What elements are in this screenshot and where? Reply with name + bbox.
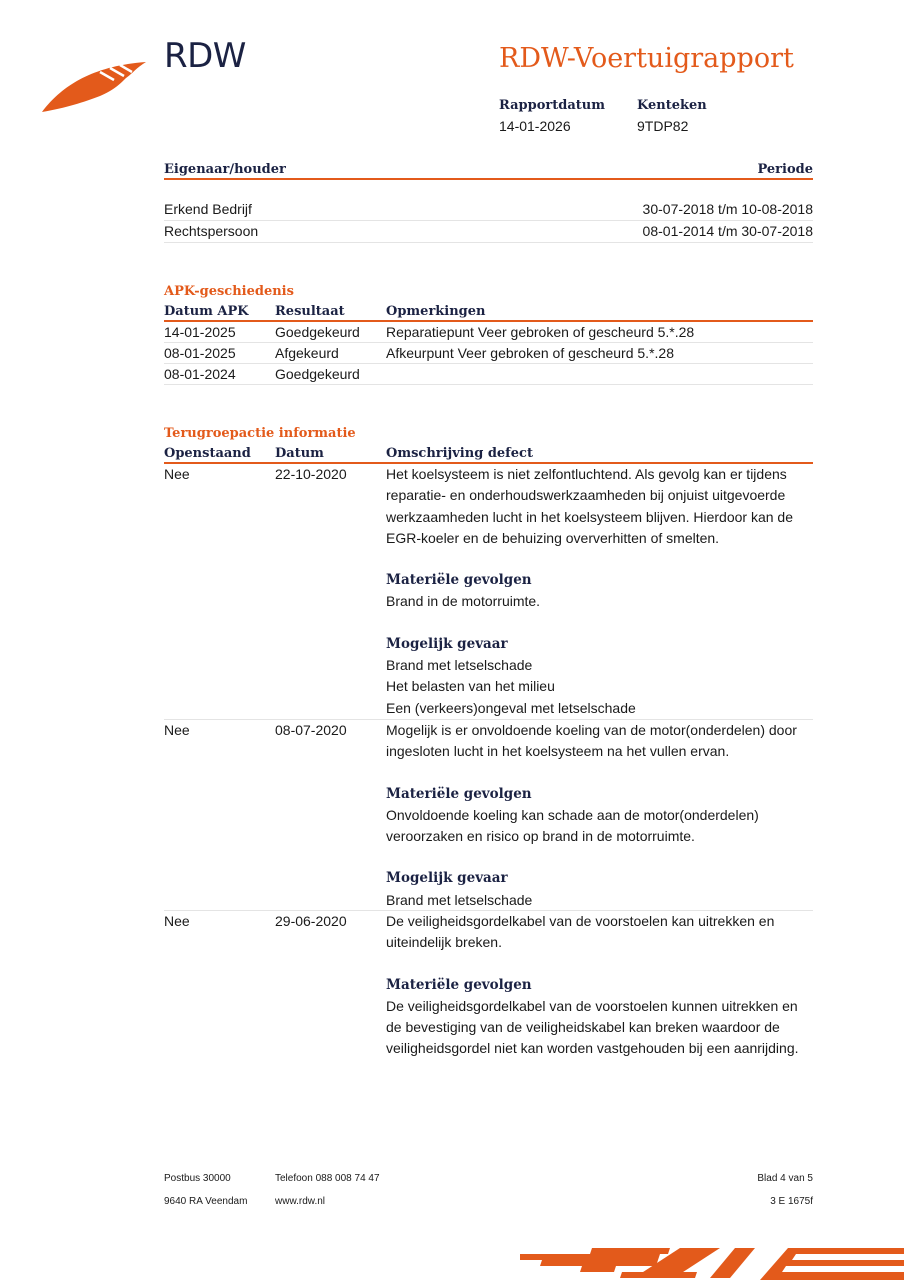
desc-line: uiteindelijk breken. — [386, 934, 502, 951]
desc-line: Brand in de motorruimte. — [386, 593, 541, 610]
plate-number: 9TDP82 — [637, 118, 689, 134]
desc-line: werkzaamheden lucht in het koelsysteem blijven. Hierdoor kan de — [386, 508, 793, 525]
owner-name: Erkend Bedrijf — [164, 201, 252, 217]
desc-line: Het koelsysteem is niet zelfontluchtend. Als gevolg kan er tijdens — [386, 466, 787, 482]
recall-row — [164, 911, 813, 1061]
recall-open: Nee — [164, 466, 190, 482]
owner-period: 30-07-2018 t/m 10-08-2018 — [642, 201, 813, 217]
recall-title: Terugroepactie informatie — [164, 426, 356, 441]
owner-name: Rechtspersoon — [164, 223, 259, 239]
footer-postbus: Postbus 30000 — [164, 1173, 231, 1184]
desc-line: Een (verkeers)ongeval met letselschade — [386, 699, 636, 716]
possible-danger-heading: Mogelijk gevaar — [386, 635, 508, 652]
footer-website[interactable]: www.rdw.nl — [275, 1196, 326, 1207]
col-period: Periode — [757, 162, 813, 177]
col-recall-desc: Omschrijving defect — [386, 446, 533, 461]
report-date-label: Rapportdatum — [499, 98, 605, 113]
desc-line: ingesloten lucht in het koelsysteem na het vullen ervan. — [386, 743, 730, 760]
rdw-feather-logo — [40, 58, 150, 116]
apk-result: Goedgekeurd — [275, 366, 360, 382]
desc-line: veiligheidsgordel niet kan worden vastgehouden bij een aanrijding. — [386, 1040, 799, 1057]
apk-section — [164, 282, 813, 385]
desc-line: Mogelijk is er onvoldoende koeling van de motor(onderdelen) door — [386, 722, 797, 738]
desc-line: De veiligheidsgordelkabel van de voorstoelen kunnen uitrekken en — [386, 997, 798, 1014]
material-consequences-heading: Materiële gevolgen — [386, 572, 532, 589]
recall-open: Nee — [164, 722, 190, 738]
apk-header — [164, 302, 813, 322]
apk-row — [164, 364, 813, 385]
brand-name: RDW — [164, 36, 246, 76]
col-recall-date: Datum — [275, 446, 324, 461]
owner-row — [164, 199, 813, 221]
col-apk-date: Datum APK — [164, 304, 249, 319]
recall-description — [386, 464, 813, 719]
recall-description — [386, 911, 813, 1060]
recall-date: 29-06-2020 — [275, 913, 347, 929]
desc-line: reparatie- en onderhoudswerkzaamheden bij onjuist uitgevoerde — [386, 487, 786, 504]
recall-header — [164, 444, 813, 464]
recall-row — [164, 464, 813, 720]
material-consequences-heading: Materiële gevolgen — [386, 785, 532, 802]
footer-code: 3 E 1675f — [770, 1196, 813, 1207]
recall-open: Nee — [164, 913, 190, 929]
owner-period: 08-01-2014 t/m 30-07-2018 — [642, 223, 813, 239]
report-date: 14-01-2026 — [499, 118, 571, 134]
owners-header — [164, 160, 813, 180]
desc-line: de bevestiging van de veiligheidskabel kan breken waardoor de — [386, 1019, 780, 1036]
possible-danger-heading: Mogelijk gevaar — [386, 870, 508, 887]
apk-remarks: Afkeurpunt Veer gebroken of gescheurd 5.*.28 — [386, 345, 674, 361]
recall-date: 22-10-2020 — [275, 466, 347, 482]
owner-row — [164, 221, 813, 243]
desc-line: Brand met letselschade — [386, 657, 533, 674]
desc-line: De veiligheidsgordelkabel van de voorstoelen kan uitrekken en — [386, 913, 775, 929]
col-recall-open: Openstaand — [164, 446, 251, 461]
apk-result: Afgekeurd — [275, 345, 339, 361]
recall-date: 08-07-2020 — [275, 722, 347, 738]
apk-row — [164, 322, 813, 343]
footer-phone: Telefoon 088 008 74 47 — [275, 1173, 380, 1184]
desc-line: Onvoldoende koeling kan schade aan de motor(onderdelen) — [386, 806, 759, 823]
rdw-stripes-decoration — [520, 1244, 904, 1280]
desc-line: Brand met letselschade — [386, 891, 533, 908]
recall-row — [164, 720, 813, 911]
desc-line: EGR-koeler en de behuizing oververhitten of smelten. — [386, 529, 720, 546]
footer-address: 9640 RA Veendam — [164, 1196, 248, 1207]
col-apk-result: Resultaat — [275, 304, 345, 319]
report-title: RDW-Voertuigrapport — [499, 43, 794, 74]
material-consequences-heading: Materiële gevolgen — [386, 976, 532, 993]
apk-date: 08-01-2024 — [164, 366, 236, 382]
apk-date: 08-01-2025 — [164, 345, 236, 361]
apk-title: APK-geschiedenis — [164, 284, 294, 299]
apk-remarks: Reparatiepunt Veer gebroken of gescheurd 5.*.28 — [386, 324, 695, 340]
desc-line: Het belasten van het milieu — [386, 678, 555, 695]
owners-section — [164, 160, 813, 243]
col-apk-remarks: Opmerkingen — [386, 304, 486, 319]
footer-page-number: Blad 4 van 5 — [757, 1173, 813, 1184]
apk-row — [164, 343, 813, 364]
desc-line: veroorzaken en risico op brand in de motorruimte. — [386, 828, 695, 845]
recall-section — [164, 424, 813, 1061]
recall-description — [386, 720, 813, 911]
col-owner: Eigenaar/houder — [164, 162, 286, 177]
plate-label: Kenteken — [637, 98, 707, 113]
apk-result: Goedgekeurd — [275, 324, 360, 340]
apk-date: 14-01-2025 — [164, 324, 236, 340]
